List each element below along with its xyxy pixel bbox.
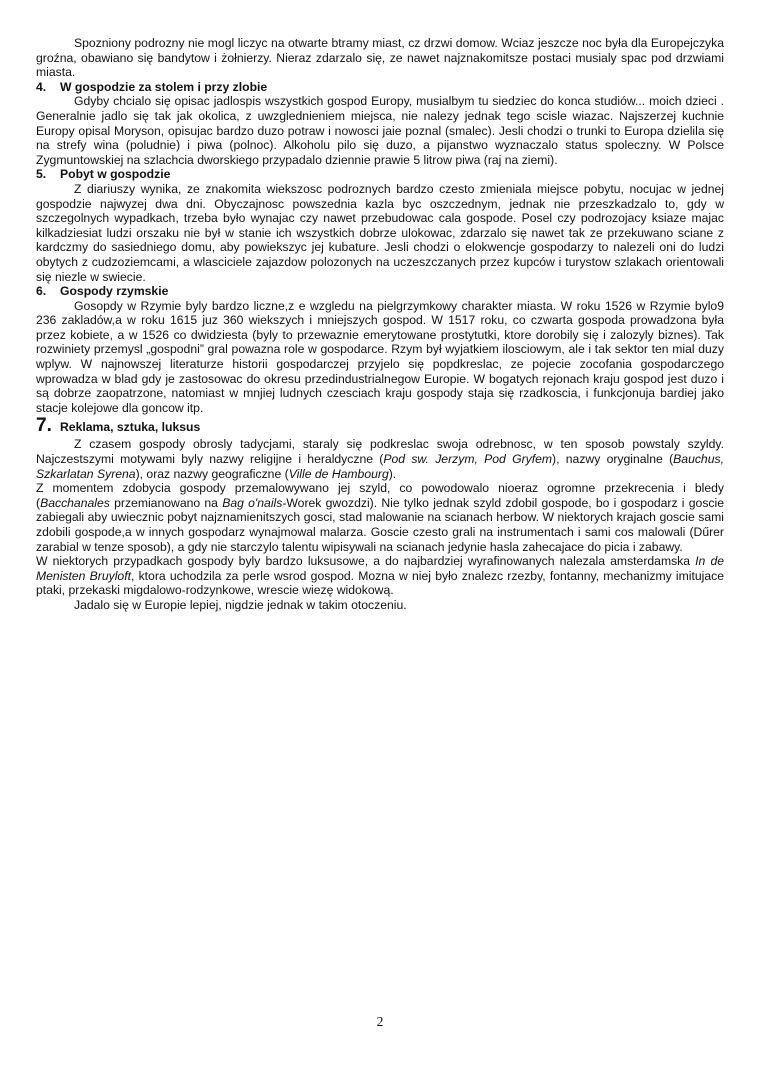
section-title: W gospodzie za stolem i przy zlobie — [60, 79, 268, 94]
section-4-paragraph: Gdyby chcialo się opisac jadlospis wszystkich gospod Europy, musialbym tu siedziec do konca studiów... moich dzieci . Generalnie jadlo się tak jak okolica, z uwzglednieniem miejsca, nie nalezy jednak tego scisle wiazac. Najszerzej kuchnie Europy opisal Moryson, opisujac bardzo duzo potraw i nowosci jaie poznal (smalec). Jesli chodzi o trunki to Europa dzielila się na strefy wina (poludnie) i piwa (polnoc). Alkoholu pilo się duzo, a pijanstwo wyznaczalo status spoleczny. W Polsce Zygmuntowskiej na szlachcia dworskiego przypadalo dziennie prawie 5 litrow piwa (raj na ziemi). — [36, 94, 724, 167]
section-number: 7. — [36, 415, 52, 437]
section-6-paragraph: Gosopdy w Rzymie byly bardzo liczne,z e wzgledu na pielgrzymkowy charakter miasta. W roku 1526 w Rzymie bylo9 236 zakladów,a w roku 1615 juz 360 wiekszych i mniejszych gospod. W 1517 roku, co czwarta gospoda prowadzona była przez kobiete, a w 1526 co dwidziesta (byly to przewaznie emerytowane prostytutki, ktore dorobily się i zalozyly biznes). Tak rozwiniety przemysl „gospodni” gral powazna role w gospodarce. Rzym był wyjatkiem ilosciowym, ale i tak sektor ten mial duzy wplyw. W najnowszej literaturze historii gospodarczej przyjelo się popdkreslac, ze pojecie zocofania gospodarczego wprowadza w blad gdy je zastosowac do okresu przedindustrialnegow Europie. W bogatych rejonach kraju gospod jest duzo i są dobrze zaopatrzone, natomiast w mnjiej ludnych czesciach kraju gospody staja się rzadkoscia, i funkcjonuja bardiej jako stacje kolejowe dla goncow itp. — [36, 298, 724, 415]
inn-name-italic: Bag o'nails — [222, 495, 283, 510]
section-title: Gospody rzymskie — [60, 284, 169, 299]
section-7-paragraph-2 — [36, 481, 724, 554]
inn-name-italic: Ville de Hambourg — [288, 466, 389, 481]
text-run: , ktora uchodzila za perle wsrod gospod. Mozna w niej było znalezc rzezby, fontanny, mechanizmy imitujace ptaki, przekaski migdalowo-rodzynkowe, wrescie wiezę widokową. — [36, 568, 725, 598]
text-run: przemianowano na — [109, 495, 223, 510]
section-title: Reklama, sztuka, luksus — [60, 420, 201, 435]
section-7-paragraph-4: Jadalo się w Europie lepiej, nigdzie jednak w takim otoczeniu. — [74, 597, 407, 612]
text-run: ), nazwy oryginalne ( — [552, 452, 674, 467]
text-run: W niektorych przypadkach gospody byly bardzo luksusowe, a do najbardziej wyrafinowanych nalezala amsterdamska — [36, 554, 696, 569]
page-number: 2 — [376, 1014, 384, 1029]
intro-paragraph: Spozniony podrozny nie mogl liczyc na otwarte btramy miast, cz drzwi domow. Wciaz jeszcze noc była dla Europejczyka groźna, obawiano się bandytow i żołnierzy. Nieraz zdarzalo się, ze nawet najznakomitsze postaci musialy spac pod drzwiami miasta. — [36, 36, 724, 80]
section-title: Pobyt w gospodzie — [60, 167, 171, 182]
section-heading-5 — [36, 167, 724, 182]
inn-name-italic: Bauchus, Szkarlatan Syrena — [36, 452, 724, 481]
section-heading-7 — [36, 416, 724, 437]
inn-name-italic: Pod sw. Jerzym, Pod Gryfem — [383, 452, 553, 467]
section-number: 6. — [36, 284, 47, 299]
section-7-paragraph-3 — [36, 554, 724, 598]
inn-name-italic: In de Menisten Bruyloft — [36, 554, 725, 583]
section-7-paragraph-1 — [36, 437, 724, 481]
section-number: 5. — [36, 167, 47, 182]
section-number: 4. — [36, 79, 47, 94]
section-heading-4 — [36, 80, 724, 95]
text-run: ). — [388, 466, 397, 481]
text-run: Z czasem gospody obrosly tadycjami, staraly się podkreslac swoja odrebnosc, w ten sposob powstaly szyldy. Najczestszymi motywami byly nazwy religijne i heraldyczne ( — [36, 437, 724, 467]
text-run: Z momentem zdobycia gospody przemalowywano jej szyld, co powodowalo nioeraz ogromne przekrecenia i bledy ( — [36, 481, 724, 510]
inn-name-italic: Bacchanales — [40, 495, 110, 510]
document-page — [36, 36, 724, 613]
section-heading-6 — [36, 284, 724, 299]
text-run: -Worek gwozdzi). Nie tylko jednak szyld zdobil gospode, bo i gospodarz i goscie zabiegali aby uwiecznic pobyt najznamienitszych gosci, stad malowanie na scianach herbow. W niektorych krajach goscie sami zdobili gospode,a w innych gospodarz wynajmowal malarza. Goscie czesto grali na instrumentach i sami cos malowali (Dűrer zarabial w tenze sposob), a gdy nie starczylo talentu wipisywali na scianach jedynie hasla zahecajace do picia i zabawy. — [36, 495, 724, 554]
section-5-paragraph: Z diariuszy wynika, ze znakomita wiekszosc podroznych bardzo czesto zmieniala miejsce pobytu, nocujac w jednej gospodzie najwyzej dwa dni. Obyczajnosc powszednia kazla byc oszczednym, jednak nie przeszkadzalo to, gdy w szczegolnych wypadkach, trzeba było wynajac czy nawet przebudowac cala gospode. Posel czy podrozojacy ksiaze majac kilkadziesiat ludzi orszaku nie był w stanie ich wszystkich dobrze ulokowac, zdarzalo się nawet tak ze przekuwano sciane z kardczmy do sasiedniego domu, aby powiekszyc jej kubature. Jesli chodzi o elokwencje gospodarzy to nalezeli oni do ludzi obytych z cudzoziemcami, a wlasciciele zajazdow polozonych na uczeszczanych przez kupców i turystow szlakach orientowali się niezle w swiecie. — [36, 181, 724, 284]
text-run: ), oraz nazwy geograficzne ( — [135, 466, 289, 481]
